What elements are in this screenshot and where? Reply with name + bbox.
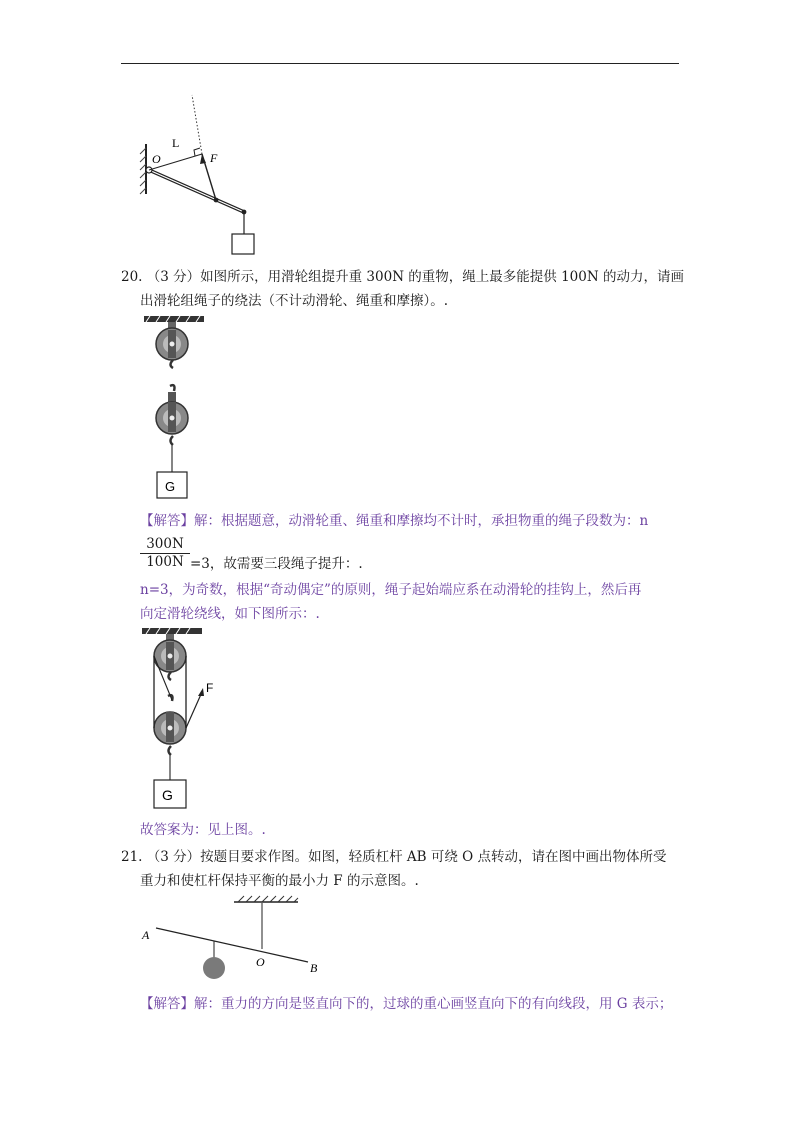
label-f: F (210, 151, 218, 165)
q20-question-line2: 出滑轮组绳子的绕法（不计动滑轮、绳重和摩擦）。. (140, 293, 449, 309)
fraction-300n-over-100n (140, 536, 190, 571)
label-g: G (165, 479, 176, 494)
label-a: A (142, 928, 150, 942)
label-o: O (152, 152, 161, 166)
label-b: B (310, 961, 318, 975)
q20-answer-line4: 向定滑轮绕线，如下图所示：. (140, 606, 320, 622)
pulley-answer-figure (140, 628, 240, 818)
label-f: F (206, 681, 214, 695)
q20-question-line1: 20. （3 分）如图所示，用滑轮组提升重 300N 的重物，绳上最多能提供 100N 的动力，请画 (121, 269, 684, 285)
fraction-numerator: 300N (140, 536, 190, 554)
lever-figure-q21 (140, 894, 340, 986)
lever-figure-q19 (130, 92, 270, 260)
q21-answer-line1: 【解答】解：重力的方向是竖直向下的，过球的重心画竖直向下的有向线段，用 G 表示； (140, 996, 673, 1012)
q20-answer-line2: =3，故需要三段绳子提升：. (190, 556, 363, 572)
fraction-denominator: 100N (146, 554, 184, 570)
header-rule (121, 63, 679, 64)
pulley-figure-q20 (140, 316, 220, 506)
q20-answer-line3: n=3，为奇数，根据“奇动偶定”的原则，绳子起始端应系在动滑轮的挂钩上，然后再 (140, 582, 642, 598)
q20-answer-final: 故答案为：见上图。. (140, 822, 266, 838)
q21-question-line2: 重力和使杠杆保持平衡的最小力 F 的示意图。. (140, 873, 419, 889)
q20-answer-line1: 【解答】解：根据题意，动滑轮重、绳重和摩擦均不计时，承担物重的绳子段数为：n (140, 513, 649, 529)
label-l: L (172, 136, 180, 150)
label-o: O (256, 955, 265, 969)
label-g: G (162, 787, 173, 803)
q21-question-line1: 21. （3 分）按题目要求作图。如图，轻质杠杆 AB 可绕 O 点转动，请在图中画出物体所受 (121, 849, 667, 865)
